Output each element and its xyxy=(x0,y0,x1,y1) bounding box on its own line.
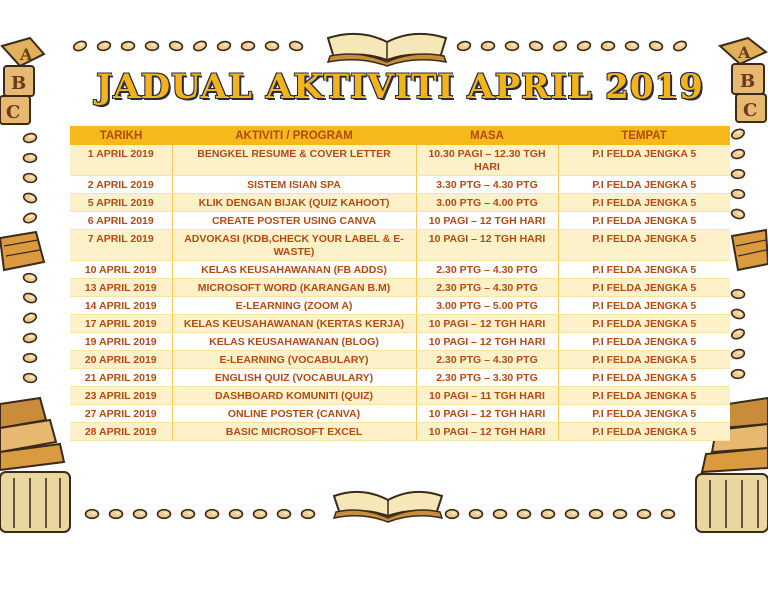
time-cell: 10 PAGI – 12 TGH HARI xyxy=(416,315,558,333)
bean-decoration xyxy=(590,510,603,519)
date-cell: 27 APRIL 2019 xyxy=(70,405,172,423)
venue-cell: P.I FELDA JENGKA 5 xyxy=(558,194,730,212)
date-cell: 23 APRIL 2019 xyxy=(70,387,172,405)
time-cell: 2.30 PTG – 4.30 PTG xyxy=(416,351,558,369)
bean-decoration xyxy=(577,40,592,51)
table-row xyxy=(70,297,730,315)
date-cell: 21 APRIL 2019 xyxy=(70,369,172,387)
bean-decoration xyxy=(254,510,267,519)
bean-decoration xyxy=(206,510,219,519)
time-cell: 3.00 PTG – 5.00 PTG xyxy=(416,297,558,315)
bean-decoration xyxy=(731,348,746,359)
page-title: JADUAL AKTIVITI APRIL 2019 xyxy=(96,67,704,107)
bean-decoration xyxy=(23,354,36,363)
table-row xyxy=(70,230,730,261)
activity-cell: ADVOKASI (KDB,CHECK YOUR LABEL & E-WASTE) xyxy=(172,230,416,261)
open-book-icon-bottom xyxy=(334,492,442,522)
bean-decoration xyxy=(662,510,675,519)
venue-cell: P.I FELDA JENGKA 5 xyxy=(558,405,730,423)
venue-cell: P.I FELDA JENGKA 5 xyxy=(558,351,730,369)
date-cell: 13 APRIL 2019 xyxy=(70,279,172,297)
bean-decoration xyxy=(529,40,544,51)
time-cell: 3.30 PTG – 4.30 PTG xyxy=(416,176,558,194)
bean-decoration xyxy=(601,41,615,50)
venue-cell: P.I FELDA JENGKA 5 xyxy=(558,297,730,315)
date-cell: 28 APRIL 2019 xyxy=(70,423,172,441)
bean-decoration xyxy=(265,41,279,50)
venue-cell: P.I FELDA JENGKA 5 xyxy=(558,212,730,230)
bean-decoration xyxy=(302,510,315,519)
activity-cell: ENGLISH QUIZ (VOCABULARY) xyxy=(172,369,416,387)
activity-cell: E-LEARNING (ZOOM A) xyxy=(172,297,416,315)
bean-decoration xyxy=(470,510,483,519)
column-header-time: MASA xyxy=(416,126,558,145)
abc-block-letter: C xyxy=(743,100,758,121)
date-cell: 19 APRIL 2019 xyxy=(70,333,172,351)
bean-decoration xyxy=(241,41,255,50)
venue-cell: P.I FELDA JENGKA 5 xyxy=(558,315,730,333)
activity-cell: BENGKEL RESUME & COVER LETTER xyxy=(172,145,416,176)
table-row xyxy=(70,176,730,194)
column-header-date: TARIKH xyxy=(70,126,172,145)
bean-decoration xyxy=(730,328,745,341)
activity-cell: SISTEM ISIAN SPA xyxy=(172,176,416,194)
bean-decoration xyxy=(23,333,37,344)
table-row xyxy=(70,194,730,212)
bean-decoration xyxy=(457,40,472,51)
bean-decoration xyxy=(110,510,123,519)
venue-cell: P.I FELDA JENGKA 5 xyxy=(558,387,730,405)
bean-decoration xyxy=(638,510,651,519)
table-row xyxy=(70,212,730,230)
bean-decoration xyxy=(731,189,745,199)
table-row xyxy=(70,315,730,333)
time-cell: 10 PAGI – 12 TGH HARI xyxy=(416,405,558,423)
activity-cell: ONLINE POSTER (CANVA) xyxy=(172,405,416,423)
time-cell: 10 PAGI – 12 TGH HARI xyxy=(416,230,558,261)
bean-decoration xyxy=(72,40,87,53)
column-header-activity: AKTIVITI / PROGRAM xyxy=(172,126,416,145)
activity-cell: KELAS KEUSAHAWANAN (BLOG) xyxy=(172,333,416,351)
bean-decoration xyxy=(23,133,37,144)
bean-decoration xyxy=(518,510,531,519)
time-cell: 3.00 PTG – 4.00 PTG xyxy=(416,194,558,212)
activity-cell: KELAS KEUSAHAWANAN (KERTAS KERJA) xyxy=(172,315,416,333)
bean-decoration xyxy=(192,40,207,53)
bean-decoration xyxy=(86,510,99,519)
bean-decoration xyxy=(217,40,232,51)
bean-decoration xyxy=(23,373,37,384)
table-row xyxy=(70,261,730,279)
table-row xyxy=(70,369,730,387)
bean-decoration xyxy=(289,40,304,51)
table-row xyxy=(70,145,730,176)
bean-decoration xyxy=(731,289,745,299)
table-row xyxy=(70,351,730,369)
bean-decoration xyxy=(169,40,184,51)
bean-decoration xyxy=(731,169,744,178)
bean-decoration xyxy=(23,154,36,163)
activity-cell: CREATE POSTER USING CANVA xyxy=(172,212,416,230)
time-cell: 10.30 PAGI – 12.30 TGH HARI xyxy=(416,145,558,176)
table-header-row xyxy=(70,126,730,145)
bean-decoration xyxy=(494,510,507,519)
bean-decoration xyxy=(97,40,112,51)
bean-decoration xyxy=(121,41,135,50)
date-cell: 10 APRIL 2019 xyxy=(70,261,172,279)
bean-decoration xyxy=(731,308,746,320)
column-header-venue: TEMPAT xyxy=(558,126,730,145)
activity-cell: BASIC MICROSOFT EXCEL xyxy=(172,423,416,441)
abc-block-letter: A xyxy=(20,45,33,64)
bean-decoration xyxy=(625,41,639,50)
abc-block-letter: B xyxy=(740,71,756,92)
venue-cell: P.I FELDA JENGKA 5 xyxy=(558,279,730,297)
abc-blocks-left xyxy=(0,38,44,124)
table-row xyxy=(70,423,730,441)
time-cell: 10 PAGI – 11 TGH HARI xyxy=(416,387,558,405)
venue-cell: P.I FELDA JENGKA 5 xyxy=(558,369,730,387)
venue-cell: P.I FELDA JENGKA 5 xyxy=(558,145,730,176)
bean-decoration xyxy=(145,41,159,50)
bean-decoration xyxy=(566,510,579,519)
bean-decoration xyxy=(23,273,37,284)
time-cell: 2.30 PTG – 4.30 PTG xyxy=(416,279,558,297)
bean-decoration xyxy=(481,41,495,50)
bean-decoration xyxy=(649,40,664,51)
bean-decoration xyxy=(731,369,744,378)
bean-decoration xyxy=(552,40,567,53)
time-cell: 2.30 PTG – 3.30 PTG xyxy=(416,369,558,387)
activity-cell: KLIK DENGAN BIJAK (QUIZ KAHOOT) xyxy=(172,194,416,212)
table-row xyxy=(70,333,730,351)
book-stack-icon-left xyxy=(0,398,70,532)
venue-cell: P.I FELDA JENGKA 5 xyxy=(558,423,730,441)
bean-decoration xyxy=(230,510,243,519)
venue-cell: P.I FELDA JENGKA 5 xyxy=(558,230,730,261)
activity-cell: DASHBOARD KOMUNITI (QUIZ) xyxy=(172,387,416,405)
bean-decoration xyxy=(730,128,745,141)
time-cell: 10 PAGI – 12 TGH HARI xyxy=(416,212,558,230)
date-cell: 5 APRIL 2019 xyxy=(70,194,172,212)
bean-decoration xyxy=(731,208,746,220)
date-cell: 1 APRIL 2019 xyxy=(70,145,172,176)
bean-decoration xyxy=(158,510,171,519)
bean-decoration xyxy=(278,510,291,519)
activity-cell: KELAS KEUSAHAWANAN (FB ADDS) xyxy=(172,261,416,279)
abc-block-letter: A xyxy=(738,43,751,62)
date-cell: 20 APRIL 2019 xyxy=(70,351,172,369)
bean-decoration xyxy=(22,292,37,304)
table-row xyxy=(70,387,730,405)
table-row xyxy=(70,405,730,423)
schedule-table xyxy=(70,126,730,441)
date-cell: 2 APRIL 2019 xyxy=(70,176,172,194)
date-cell: 14 APRIL 2019 xyxy=(70,297,172,315)
bean-decoration xyxy=(22,312,37,325)
time-cell: 2.30 PTG – 4.30 PTG xyxy=(416,261,558,279)
venue-cell: P.I FELDA JENGKA 5 xyxy=(558,333,730,351)
bean-decoration xyxy=(672,40,687,53)
venue-cell: P.I FELDA JENGKA 5 xyxy=(558,176,730,194)
time-cell: 10 PAGI – 12 TGH HARI xyxy=(416,333,558,351)
activity-cell: E-LEARNING (VOCABULARY) xyxy=(172,351,416,369)
bean-decoration xyxy=(446,510,459,519)
table-row xyxy=(70,279,730,297)
bean-decoration xyxy=(542,510,555,519)
bean-decoration xyxy=(22,212,37,225)
bean-decoration xyxy=(182,510,195,519)
date-cell: 7 APRIL 2019 xyxy=(70,230,172,261)
book-icon-right xyxy=(732,230,768,270)
bean-decoration xyxy=(23,173,37,184)
activity-cell: MICROSOFT WORD (KARANGAN B.M) xyxy=(172,279,416,297)
abc-block-letter: C xyxy=(6,102,21,123)
bean-decoration xyxy=(22,192,37,204)
time-cell: 10 PAGI – 12 TGH HARI xyxy=(416,423,558,441)
bean-decoration xyxy=(731,148,746,159)
date-cell: 17 APRIL 2019 xyxy=(70,315,172,333)
bean-decoration xyxy=(505,41,519,50)
date-cell: 6 APRIL 2019 xyxy=(70,212,172,230)
abc-block-letter: B xyxy=(11,73,27,94)
bean-decoration xyxy=(614,510,627,519)
book-icon-left xyxy=(0,232,44,270)
venue-cell: P.I FELDA JENGKA 5 xyxy=(558,261,730,279)
bean-decoration xyxy=(134,510,147,519)
